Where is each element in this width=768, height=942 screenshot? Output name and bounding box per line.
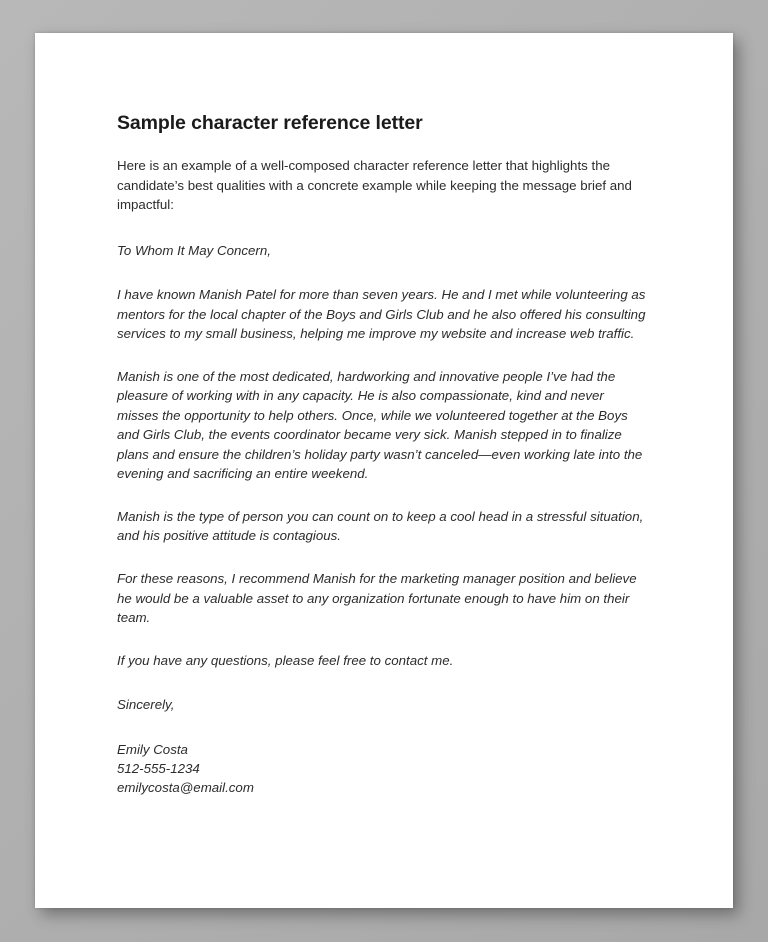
letter-paragraph-3: Manish is the type of person you can count on to keep a cool head in a stressful situation, and his positive attitude is contagious. — [117, 508, 644, 544]
letter-content — [117, 111, 647, 797]
page-title: Sample character reference letter — [117, 112, 423, 134]
signature-email: emilycosta@email.com — [117, 780, 254, 796]
letter-paragraph-2: Manish is one of the most dedicated, hardworking and innovative people I’ve had the pleasure of working with in any capacity. He is also compassionate, kind and never misses the opportunity to help others. Once, while we volunteered together at the Boys and Girls Club, the events coordinator became very sick. Manish stepped in to finalize plans and ensure the children’s holiday party wasn’t canceled—even working late into the evening and sacrificing an entire weekend. — [117, 368, 643, 482]
letter-signoff: Sincerely, — [117, 697, 175, 713]
letter-closing-line: If you have any questions, please feel free to contact me. — [117, 652, 454, 668]
letter-paragraph-4: For these reasons, I recommend Manish for the marketing manager position and believe he would be a valuable asset to any organization fortunate enough to have him on their team. — [117, 570, 637, 626]
signature-block — [117, 740, 647, 798]
signature-phone: 512-555-1234 — [117, 760, 200, 776]
letter-salutation: To Whom It May Concern, — [117, 242, 271, 258]
intro-paragraph: Here is an example of a well-composed character reference letter that highlights the candidate’s best qualities with a concrete example while keeping the message brief and impactful: — [117, 158, 632, 213]
document-page — [35, 33, 733, 908]
letter-paragraph-1: I have known Manish Patel for more than seven years. He and I met while volunteering as mentors for the local chapter of the Boys and Girls Club and he also offered his consulting services to my small business, helping me improve my website and increase web traffic. — [117, 287, 646, 342]
signature-name: Emily Costa — [117, 741, 188, 757]
